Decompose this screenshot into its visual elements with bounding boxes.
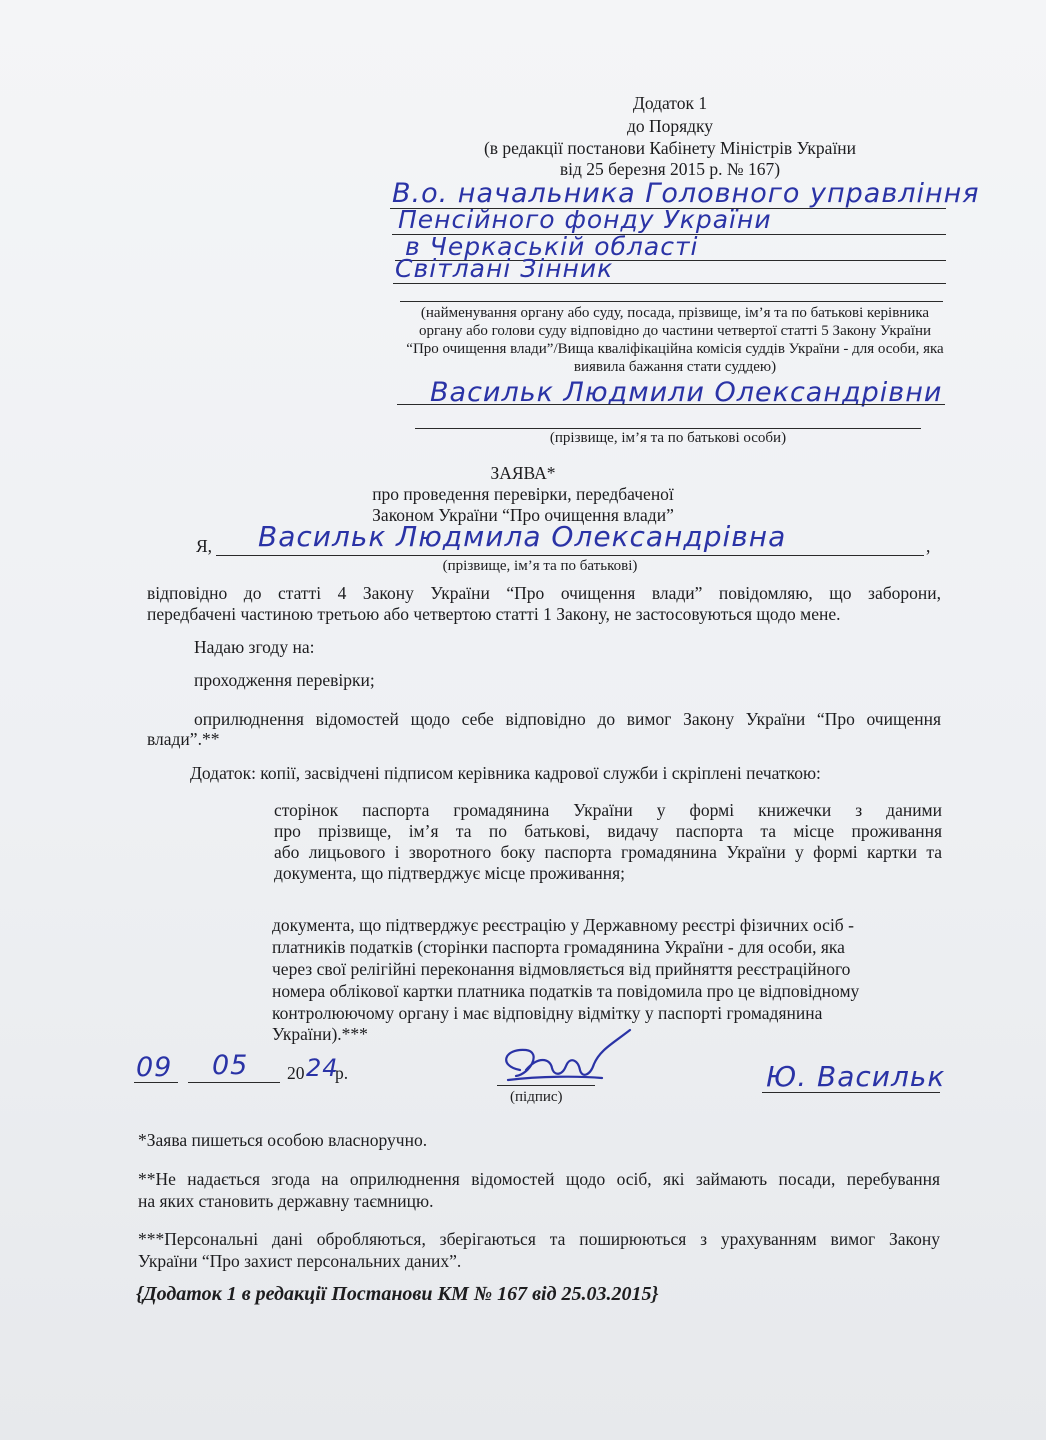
attachment-block2-line4: номера облікової картки платника податків та повідомила про це відповідному	[272, 981, 860, 1001]
date-year-prefix: 20	[287, 1063, 305, 1083]
attachment-block1-line4: документа, що підтверджує місце проживання;	[274, 863, 626, 883]
header-line3: (в редакції постанови Кабінету Міністрів України	[483, 138, 857, 158]
attachment-block2-line3: через свої релігійні переконання відмовляється від прийняття реєстраційного	[272, 959, 851, 979]
footnote-3-line2: України “Про захист персональних даних”.	[138, 1251, 462, 1271]
footnote-1: *Заява пишеться особою власноручно.	[138, 1130, 428, 1150]
date-month-hand: 05	[212, 1050, 249, 1081]
declaration-text-line1: відповідно до статті 4 Закону України “Про очищення влади” повідомляю, що заборони,	[147, 583, 941, 603]
attachment-block2-line2: платників податків (сторінки паспорта громадянина України - для особи, яка	[272, 937, 845, 957]
attachment-intro: Додаток: копії, засвідчені підписом керівника кадрової служби і скріплені печаткою:	[190, 763, 821, 783]
sender-line1	[397, 404, 945, 405]
addressee-hand-line1: В.о. начальника Головного управління	[392, 178, 980, 209]
attachment-block2-line1: документа, що підтверджує реєстрацію у Державному реєстрі фізичних осіб -	[272, 915, 854, 935]
footnote-2-line2: на яких становить державну таємницю.	[138, 1191, 434, 1211]
date-day-line	[134, 1082, 178, 1083]
addressee-caption3: “Про очищення влади”/Вища кваліфікаційна комісія суддів України - для особи, яка	[406, 341, 944, 357]
header-line2: до Порядку	[626, 116, 714, 136]
consent-item1: проходження перевірки;	[194, 670, 375, 690]
sender-hand-name: Васильк Людмили Олександрівни	[430, 377, 943, 408]
footnote-3-line1: ***Персональні дані обробляються, зберігаються та поширюються з урахуванням вимог Закону	[138, 1229, 940, 1249]
sender-caption: (прізвище, ім’я та по батькові особи)	[549, 430, 787, 446]
addressee-hand-line2: Пенсійного фонду України	[398, 205, 772, 234]
consent-item2-line2: влади”.**	[147, 729, 220, 749]
footnote-2-line1: **Не надається згода на оприлюднення відомостей щодо осіб, які займають посади, перебування	[138, 1169, 940, 1189]
date-year-hand: 24	[306, 1054, 339, 1082]
addressee-line4	[393, 283, 946, 284]
declaration-text-line2: передбачені частиною третьою або четвертою статті 1 Закону, не застосовуються щодо мене.	[147, 604, 841, 624]
declaration-hand-name: Васильк Людмила Олександрівна	[258, 520, 787, 553]
consent-item2-line1: оприлюднення відомостей щодо себе відповідно до вимог Закону України “Про очищення	[194, 709, 941, 729]
addressee-caption1: (найменування органу або суду, посада, прізвище, ім’я та по батькові керівника	[420, 305, 930, 321]
attachment-block2-line5: контролюючому органу і має відповідну відмітку у паспорті громадянина	[272, 1003, 823, 1023]
signature-caption: (підпис)	[510, 1089, 563, 1105]
date-month-line	[188, 1082, 280, 1083]
title-line3: Законом України “Про очищення влади”	[372, 505, 674, 525]
addressee-hand-line3: в Черкаській області	[405, 232, 699, 261]
title-line2: про проведення перевірки, передбаченої	[372, 484, 674, 504]
date-year-suffix: р.	[335, 1063, 349, 1083]
attachment-block1-line1: сторінок паспорта громадянина України у формі книжечки з даними	[274, 800, 942, 820]
declaration-prefix: Я,	[196, 536, 213, 556]
initials-hand: Ю. Васильк	[766, 1060, 946, 1093]
addressee-line5	[400, 301, 943, 302]
addressee-caption4: виявила бажання стати суддею)	[573, 359, 777, 375]
title-line1: ЗАЯВА*	[490, 463, 556, 483]
addressee-hand-line4: Світлані Зінник	[395, 254, 614, 283]
initials-line	[762, 1092, 940, 1093]
attachment-block2-line6: України).***	[272, 1024, 368, 1044]
consent-intro: Надаю згоду на:	[194, 637, 315, 657]
addressee-caption2: органу або голови суду відповідно до частини четвертої статті 5 Закону України	[418, 323, 932, 339]
header-line4: від 25 березня 2015 р. № 167)	[559, 159, 781, 179]
attachment-block1-line3: або лицьового і зворотного боку паспорта громадянина України у формі картки та	[274, 842, 942, 862]
header-line1: Додаток 1	[632, 93, 708, 113]
declaration-caption: (прізвище, ім’я та по батькові)	[442, 558, 638, 574]
declaration-name-line	[216, 555, 924, 556]
declaration-comma: ,	[926, 536, 931, 556]
date-day-hand: 09	[136, 1052, 173, 1083]
footer-note: {Додаток 1 в редакції Постанови КМ № 167 від 25.03.2015}	[136, 1283, 659, 1305]
signature-line	[497, 1085, 595, 1086]
attachment-block1-line2: про прізвище, ім’я та по батькові, видачу паспорта та місце проживання	[274, 821, 942, 841]
